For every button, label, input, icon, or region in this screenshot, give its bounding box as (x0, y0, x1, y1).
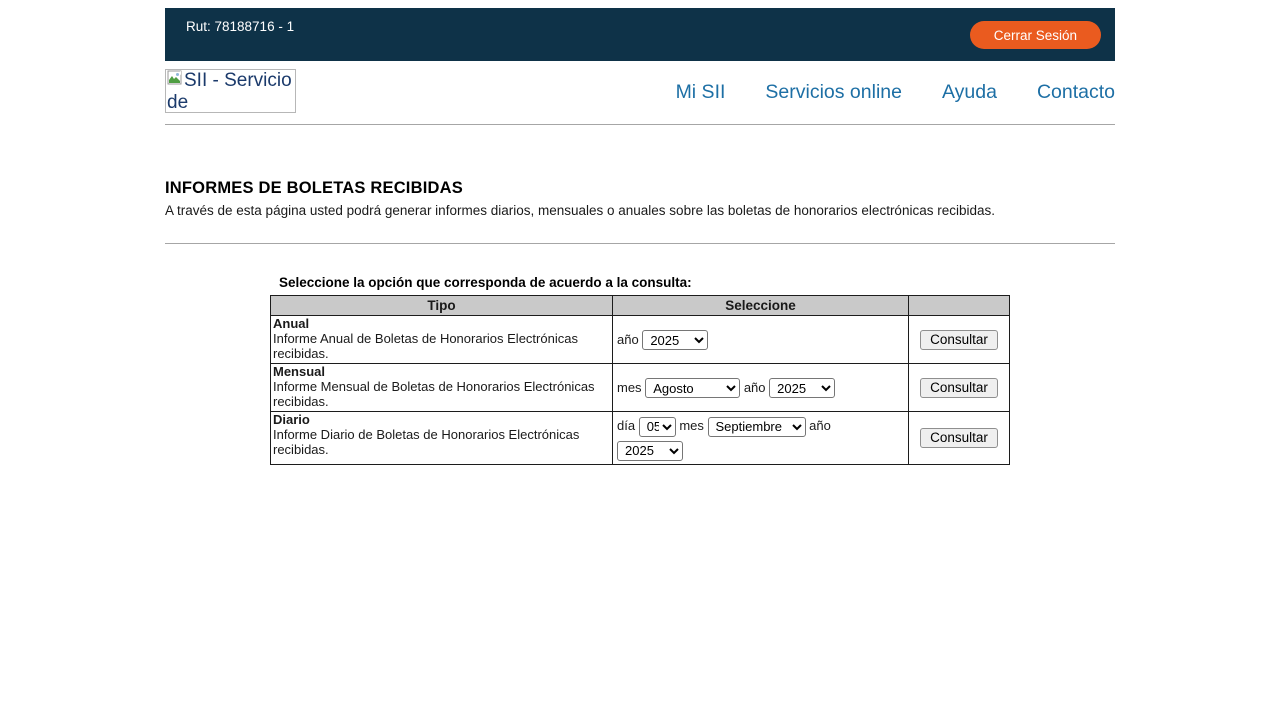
mensual-consultar-button[interactable]: Consultar (920, 378, 998, 398)
anual-type-description: Informe Anual de Boletas de Honorarios Electrónicas recibidas. (273, 331, 578, 361)
mensual-month-select[interactable] (645, 378, 740, 398)
diario-controls-line-1 (617, 414, 904, 438)
mensual-type-label: Mensual (273, 364, 326, 379)
table-row-diario (271, 412, 1010, 465)
mensual-year-label: año (743, 379, 766, 395)
diario-day-label: día (617, 418, 636, 433)
mensual-month-label: mes (617, 379, 642, 395)
anual-consultar-button[interactable]: Consultar (920, 330, 998, 350)
session-bar (165, 8, 1115, 61)
logo-alt-text: SII - Servicio de (167, 70, 292, 113)
anual-select-cell (613, 316, 909, 364)
diario-type-description: Informe Diario de Boletas de Honorarios Electrónicas recibidas. (273, 427, 580, 457)
page-title: INFORMES DE BOLETAS RECIBIDAS (165, 179, 463, 197)
anual-year-label: año (617, 331, 639, 347)
logout-button[interactable]: Cerrar Sesión (970, 21, 1101, 49)
nav-servicios-online[interactable]: Servicios online (765, 81, 902, 103)
diario-year-select[interactable] (617, 441, 683, 461)
rut-label: Rut: 78188716 - 1 (186, 19, 295, 34)
site-header (165, 69, 1115, 125)
page-description: A través de esta página usted podrá generar informes diarios, mensuales o anuales sobre las boletas de honorarios electrónicas recibidas. (165, 203, 995, 218)
col-header-action (909, 296, 1010, 316)
sii-logo-broken-image[interactable] (165, 69, 296, 113)
diario-type-cell (271, 412, 613, 465)
diario-controls-line-2 (617, 438, 904, 462)
page-container (165, 8, 1115, 465)
form-heading: Seleccione la opción que corresponda de acuerdo a la consulta: (279, 275, 692, 290)
diario-select-cell (613, 412, 909, 465)
diario-month-label: mes (679, 418, 704, 433)
nav-mi-sii[interactable]: Mi SII (675, 81, 726, 103)
mensual-type-cell (271, 364, 613, 412)
divider (165, 243, 1115, 244)
diario-consultar-button[interactable]: Consultar (920, 428, 998, 448)
table-row-mensual (271, 364, 1010, 412)
anual-action-cell (909, 316, 1010, 364)
diario-type-label: Diario (273, 412, 310, 427)
table-header-row (271, 296, 1010, 316)
anual-type-cell (271, 316, 613, 364)
diario-action-cell (909, 412, 1010, 465)
col-header-tipo: Tipo (271, 296, 613, 316)
mensual-year-select[interactable] (769, 378, 835, 398)
diario-month-select[interactable] (708, 417, 806, 437)
table-row-anual (271, 316, 1010, 364)
mensual-type-description: Informe Mensual de Boletas de Honorarios Electrónicas recibidas. (273, 379, 595, 409)
anual-type-label: Anual (273, 316, 310, 331)
col-header-seleccione: Seleccione (613, 296, 909, 316)
nav-contacto[interactable]: Contacto (1036, 81, 1115, 103)
mensual-action-cell (909, 364, 1010, 412)
main-nav (676, 81, 1115, 104)
mensual-select-cell (613, 364, 909, 412)
diario-day-select[interactable] (639, 417, 676, 437)
anual-year-select[interactable] (642, 330, 708, 350)
diario-year-label: año (809, 418, 831, 433)
report-options-table (270, 295, 1010, 465)
broken-image-icon (167, 70, 183, 86)
nav-ayuda[interactable]: Ayuda (941, 81, 997, 103)
